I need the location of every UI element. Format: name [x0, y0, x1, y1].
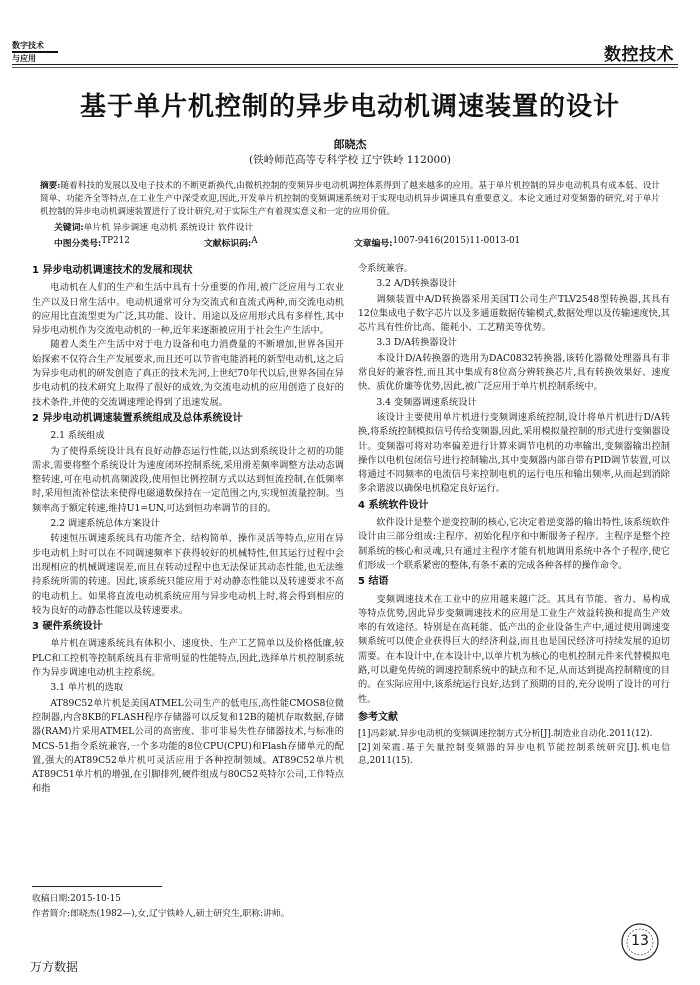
paragraph: 转速恒压调速系统具有功能齐全、结构简单、操作灵活等特点,应用在异步电动机上时可以在不同调速频率下获得较好的机械特性,但其运行过程中会出现相应的机械调速误差,而且在转动过程中也无法保证其动态性能,也无法维持系统所需的转速。因此,该系统只能应用于对动静态性能以及转速要求不高的电动机上。如果将直流电动机系统应用与异步电动机上时,将会得到相应的较为良好的动静态性能以及转速要求。: [32, 533, 344, 616]
section-heading: 2 异步电动机调速装置系统组成及总体系统设计: [32, 412, 243, 424]
footnote-rule: [32, 886, 162, 887]
subsection-heading: 2.2 调速系统总体方案设计: [50, 518, 160, 530]
doc-value: A: [251, 236, 258, 246]
author-bio: 作者简介:郎晓杰(1982—),女,辽宁铁岭人,硕士研究生,职称:讲师。: [32, 909, 290, 919]
paragraph: 软件设计是整个逆变控制的核心,它决定着逆变器的输出特性,该系统软件设计由三部分组成:主程序、初始化程序和中断服务子程序。主程序是整个控制系统的核心和灵魂,只有通过主程序才能有机地调用系统中各个子程序,使它们形成一个联系紧密的整体,有条不紊的完成各种各样的操作命令。: [358, 517, 670, 571]
section-heading: 3 硬件系统设计: [32, 621, 103, 633]
header-rule: [12, 64, 678, 65]
clc-value: TP212: [101, 236, 130, 246]
subsection-heading: 3.3 D/A转换器设计: [376, 337, 457, 349]
abstract-label: 摘要:: [40, 181, 61, 191]
left-column: [32, 262, 344, 797]
article-value: 1007-9416(2015)11-0013-01: [392, 236, 521, 246]
paragraph: 为了使得系统设计具有良好动静态运行性能,以达到系统设计之初的功能需求,需要将整个系统设计为速度闭环控制系统,采用滑差频率调整方法动态调整转速,可在电动机高频波段,使用恒比例控制方式以达到恒流控制,在低频率时,采用恒流补偿法来使得电磁通数保持在一定范围之内,实现恒流量控制。当频率高于额定转速,维持U1=UN,可达到恒功率调节的目的。: [32, 445, 344, 514]
clc-label: 中图分类号:: [54, 239, 102, 249]
author-affiliation: (铁岭师范高等专科学校 辽宁铁岭 112000): [249, 154, 451, 166]
keywords-text: 单片机 异步调速 电动机 系统设计 软件设计: [83, 223, 254, 233]
running-header-left: [12, 40, 116, 66]
paragraph: 随着人类生产生活中对于电力设备和电力消费量的不断增加,世界各国开始探索不仅符合生产发展要求,而且还可以节省电能消耗的新型电动机,这之后为异步电动机的研发创造了真正的技术先河,上世纪70年代以后,世界各国在异步电动机的技术研究上取得了很好的成效,为交流电动机的应用创造了良好的技术条件,并使的交流调速理论得到了迅速发展。: [32, 339, 344, 408]
subsection-heading: 3.1 单片机的选取: [50, 682, 124, 694]
paragraph: 变频调速技术在工业中的应用越来越广泛。其具有节能、省力、易构成等特点优势,因此异步变频调速技术的应用是工业生产效益转换和提高生产效率的有效途径。特别是在高耗能、低产出的企业设备生产中,通过使用调速变频系统可以使企业获得巨大的经济利益,而且也是国民经济可持续发展的迫切需要。在本设计中,在本设计中,以单片机为核心的电机控制元件来代替模拟电路,可以避免传统的调速控制系统中的缺点和不足,从而达到提高控制精度的目的。在实际应用中,该系统运行良好,达到了预期的目的,充分说明了设计的可行性。: [358, 593, 670, 705]
right-column: [358, 262, 670, 769]
paragraph: 单片机在调速系统具有体积小、速度快、生产工艺简单以及价格低廉,较PLC和工控机等控制系统具有非常明显的性能特点,因此,选择单片机控制系统作为异步调速电动机主控系统。: [32, 638, 344, 679]
journal-section-sublabel: 与应用: [12, 54, 36, 63]
article-number: [354, 236, 521, 249]
abstract: [40, 180, 660, 219]
references-heading: 参考文献: [358, 711, 398, 723]
page-number-seal: [620, 922, 660, 962]
running-header-right: 数控技术: [604, 45, 674, 65]
section-heading: 1 异步电动机调速技术的发展和现状: [32, 265, 193, 276]
paragraph-continued: 令系统兼容。: [358, 263, 414, 274]
section-heading: 5 结语: [358, 576, 389, 588]
paper-title: 基于单片机控制的异步电动机调速装置的设计: [79, 92, 620, 122]
paragraph: AT89C52单片机是美国ATMEL公司生产的低电压,高性能CMOS8位微控制器,内含8KB的FLASH程序存储器可以反复和12B的随机存取数据,存储器(RAM)片采用ATMEL公司的高密度、非可非易失性存储器技术,与标准的MCS-51指令系统兼容,一个多功能的8位CPU(CPU)和Flash存储单元的配置,强大的AT89C52单片机可灵活应用于各种控制领域。AT89C52单片机AT89C51单片机的增强,在引脚排列,硬件组成与80C52英特尔公司,工作特点和指: [32, 697, 344, 795]
paragraph: 本设计D/A转换器的选用为DAC0832转换器,该转化器微处理器具有非常良好的兼容性,而且其中集成有8位高分辨转换芯片,具有转换效果好、速度快、质优价廉等优势,因此,被广泛应用于单片机控制系统中。: [358, 352, 670, 393]
paragraph: 调频装置中A/D转换器采用美国TI公司生产TLV2548型转换器,其具有12位集成电子数字芯片以及多通道数据传输模式,数据处理以及传输速度快,其芯片具有性价比高、能耗小、工艺精美等优势。: [358, 293, 670, 334]
article-label: 文章编号:: [354, 239, 393, 249]
section-heading: 4 系统软件设计: [358, 499, 429, 511]
paragraph: 电动机在人们的生产和生活中具有十分重要的作用,被广泛应用与工农业生产以及日常生活中。电动机通常可分为交流式和直流式两种,而交流电动机的应用比直流型更为广泛,其功能、设计、用途以及应用形式具有多样性,其中异步电动机作为交流电动机的一种,近年来逐渐被应用于社会生产生活中。: [32, 282, 344, 337]
page-number: 13: [631, 933, 649, 949]
doc-label: 文献标识码:: [204, 239, 252, 249]
received-date: 收稿日期:2015-10-15: [32, 894, 121, 904]
subsection-heading: 3.2 A/D转换器设计: [376, 278, 457, 290]
clc-code: [54, 236, 130, 249]
reference-item: [2]刘荣霞.基于矢量控制变频器的异步电机节能控制系统研究[J].机电信息,2011(15).: [358, 742, 670, 767]
subsection-heading: 3.4 变频器调速系统设计: [376, 396, 477, 408]
abstract-text: 随着科技的发展以及电子技术的不断更新换代,由微机控制的变频异步电动机调控体系得到了越来越多的应用。基于单片机控制的异步电动机具有成本低、设计简单、功能齐全等特点,在工业生产中深受欢迎,因此,开发单片机控制的变频调速系统对于实现电动机异步调速具有重要意义。本论文通过对变频器的研究,对于单片机控制的异步电动机调速装置进行了设计研究,对于实际生产有着现实意义和一定的应用价值。: [40, 181, 660, 217]
author-name: 郎晓杰: [333, 138, 367, 151]
keywords: [54, 220, 654, 233]
header-rule-thin: [12, 67, 678, 68]
subsection-heading: 2.1 系统组成: [50, 430, 105, 442]
keywords-label: 关键词:: [54, 223, 84, 233]
reference-item: [1]冯彩斌.异步电动机的变频调速控制方式分析[J].制造业自动化.2011(12).: [358, 729, 653, 740]
doc-code: [204, 236, 258, 249]
paragraph: 该设计主要使用单片机进行变频调速系统控制,设计将单片机进行D/A转换,将系统控制模拟信号传给变频器,因此,采用模拟量控制的形式进行变频器设计。变频器可将对功率偏差进行计算来调节电机的功率输出,变频器输出控制操作以电机包闭信号进行控制输出,其中变频器内部自带有PID调节装置,可以将通过不同频率的电流信号来控制电机的运行电压和输出频率,从而起到消除多余谐波以确保电机稳定良好运行。: [358, 411, 670, 495]
journal-section-label: 数字技术: [12, 40, 58, 53]
watermark-text: 万方数据: [30, 960, 79, 974]
